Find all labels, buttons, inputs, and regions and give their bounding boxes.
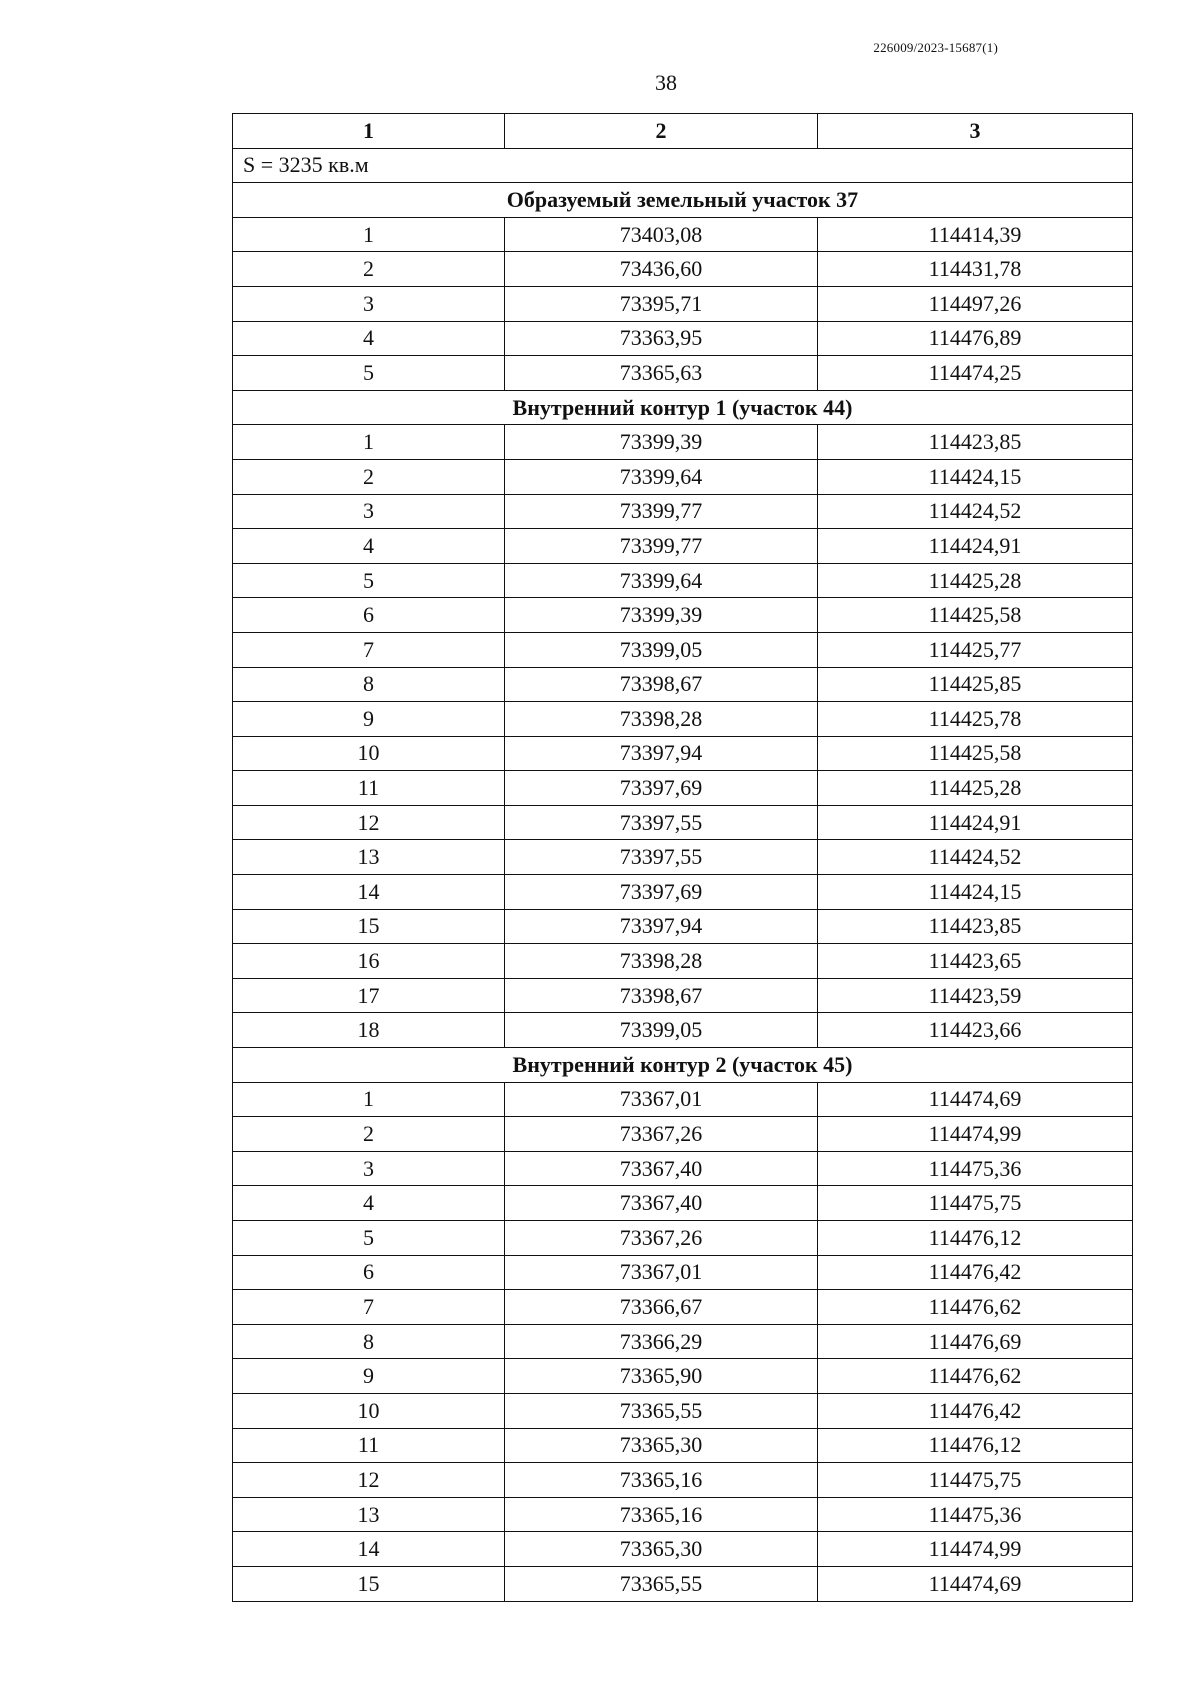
x-coordinate-cell: 73367,01: [505, 1255, 818, 1290]
table-row: [233, 1186, 1133, 1221]
x-coordinate-cell: 73367,40: [505, 1186, 818, 1221]
table-row: [233, 771, 1133, 806]
x-coordinate-cell: 73366,67: [505, 1290, 818, 1325]
x-coordinate-cell: 73365,30: [505, 1428, 818, 1463]
point-number-cell: 9: [233, 1359, 505, 1394]
point-number-cell: 4: [233, 1186, 505, 1221]
y-coordinate-cell: 114474,99: [818, 1117, 1133, 1152]
point-number-cell: 10: [233, 736, 505, 771]
table-row: [233, 736, 1133, 771]
y-coordinate-cell: 114475,75: [818, 1463, 1133, 1498]
section-row: [233, 390, 1133, 425]
section-row: [233, 1048, 1133, 1083]
point-number-cell: 13: [233, 1497, 505, 1532]
table-row: [233, 1359, 1133, 1394]
y-coordinate-cell: 114476,42: [818, 1393, 1133, 1428]
table-row: [233, 1463, 1133, 1498]
point-number-cell: 7: [233, 1290, 505, 1325]
table-row: [233, 805, 1133, 840]
y-coordinate-cell: 114425,78: [818, 702, 1133, 737]
y-coordinate-cell: 114476,89: [818, 321, 1133, 356]
table-row: [233, 1497, 1133, 1532]
table-row: [233, 217, 1133, 252]
table-row: [233, 563, 1133, 598]
x-coordinate-cell: 73367,01: [505, 1082, 818, 1117]
y-coordinate-cell: 114476,12: [818, 1221, 1133, 1256]
point-number-cell: 6: [233, 598, 505, 633]
area-row: [233, 148, 1133, 183]
y-coordinate-cell: 114425,28: [818, 563, 1133, 598]
table-row: [233, 1566, 1133, 1601]
y-coordinate-cell: 114474,25: [818, 356, 1133, 391]
x-coordinate-cell: 73403,08: [505, 217, 818, 252]
point-number-cell: 2: [233, 459, 505, 494]
section-title: Образуемый земельный участок 37: [233, 183, 1133, 218]
x-coordinate-cell: 73397,69: [505, 875, 818, 910]
y-coordinate-cell: 114475,36: [818, 1151, 1133, 1186]
table-row: [233, 1221, 1133, 1256]
point-number-cell: 3: [233, 286, 505, 321]
y-coordinate-cell: 114475,75: [818, 1186, 1133, 1221]
point-number-cell: 10: [233, 1393, 505, 1428]
y-coordinate-cell: 114476,42: [818, 1255, 1133, 1290]
table-body: [233, 114, 1133, 1602]
y-coordinate-cell: 114474,99: [818, 1532, 1133, 1567]
x-coordinate-cell: 73398,28: [505, 702, 818, 737]
table-row: [233, 494, 1133, 529]
point-number-cell: 8: [233, 667, 505, 702]
table-row: [233, 459, 1133, 494]
y-coordinate-cell: 114497,26: [818, 286, 1133, 321]
point-number-cell: 12: [233, 805, 505, 840]
x-coordinate-cell: 73399,64: [505, 563, 818, 598]
y-coordinate-cell: 114424,52: [818, 840, 1133, 875]
x-coordinate-cell: 73398,28: [505, 944, 818, 979]
point-number-cell: 8: [233, 1324, 505, 1359]
point-number-cell: 11: [233, 1428, 505, 1463]
section-title: Внутренний контур 1 (участок 44): [233, 390, 1133, 425]
header-cell-2: 2: [505, 114, 818, 149]
x-coordinate-cell: 73436,60: [505, 252, 818, 287]
point-number-cell: 15: [233, 909, 505, 944]
table-row: [233, 1117, 1133, 1152]
x-coordinate-cell: 73397,69: [505, 771, 818, 806]
y-coordinate-cell: 114424,15: [818, 875, 1133, 910]
x-coordinate-cell: 73399,39: [505, 425, 818, 460]
table-row: [233, 321, 1133, 356]
y-coordinate-cell: 114424,91: [818, 529, 1133, 564]
y-coordinate-cell: 114424,52: [818, 494, 1133, 529]
table-row: [233, 1082, 1133, 1117]
point-number-cell: 4: [233, 529, 505, 564]
table-row: [233, 978, 1133, 1013]
point-number-cell: 9: [233, 702, 505, 737]
table-row: [233, 598, 1133, 633]
x-coordinate-cell: 73397,94: [505, 736, 818, 771]
y-coordinate-cell: 114423,65: [818, 944, 1133, 979]
x-coordinate-cell: 73399,77: [505, 494, 818, 529]
point-number-cell: 1: [233, 425, 505, 460]
section-row: [233, 183, 1133, 218]
table-row: [233, 875, 1133, 910]
table-row: [233, 702, 1133, 737]
point-number-cell: 13: [233, 840, 505, 875]
point-number-cell: 16: [233, 944, 505, 979]
x-coordinate-cell: 73395,71: [505, 286, 818, 321]
y-coordinate-cell: 114425,85: [818, 667, 1133, 702]
point-number-cell: 18: [233, 1013, 505, 1048]
table-row: [233, 1151, 1133, 1186]
point-number-cell: 2: [233, 1117, 505, 1152]
document-number: 226009/2023-15687(1): [873, 40, 998, 55]
y-coordinate-cell: 114425,77: [818, 632, 1133, 667]
table-row: [233, 840, 1133, 875]
table-row: [233, 529, 1133, 564]
x-coordinate-cell: 73365,16: [505, 1463, 818, 1498]
y-coordinate-cell: 114424,91: [818, 805, 1133, 840]
x-coordinate-cell: 73365,55: [505, 1566, 818, 1601]
table-row: [233, 356, 1133, 391]
point-number-cell: 5: [233, 563, 505, 598]
point-number-cell: 14: [233, 1532, 505, 1567]
point-number-cell: 3: [233, 1151, 505, 1186]
table-row: [233, 425, 1133, 460]
y-coordinate-cell: 114423,85: [818, 425, 1133, 460]
table-row: [233, 252, 1133, 287]
y-coordinate-cell: 114423,59: [818, 978, 1133, 1013]
point-number-cell: 5: [233, 356, 505, 391]
point-number-cell: 11: [233, 771, 505, 806]
y-coordinate-cell: 114425,58: [818, 736, 1133, 771]
x-coordinate-cell: 73399,64: [505, 459, 818, 494]
y-coordinate-cell: 114423,85: [818, 909, 1133, 944]
y-coordinate-cell: 114474,69: [818, 1082, 1133, 1117]
y-coordinate-cell: 114476,12: [818, 1428, 1133, 1463]
table-row: [233, 1013, 1133, 1048]
point-number-cell: 7: [233, 632, 505, 667]
x-coordinate-cell: 73397,55: [505, 840, 818, 875]
table-row: [233, 667, 1133, 702]
y-coordinate-cell: 114476,69: [818, 1324, 1133, 1359]
point-number-cell: 1: [233, 1082, 505, 1117]
point-number-cell: 3: [233, 494, 505, 529]
area-cell: S = 3235 кв.м: [233, 148, 1133, 183]
x-coordinate-cell: 73366,29: [505, 1324, 818, 1359]
table-row: [233, 632, 1133, 667]
point-number-cell: 14: [233, 875, 505, 910]
x-coordinate-cell: 73397,55: [505, 805, 818, 840]
y-coordinate-cell: 114425,28: [818, 771, 1133, 806]
x-coordinate-cell: 73399,39: [505, 598, 818, 633]
x-coordinate-cell: 73363,95: [505, 321, 818, 356]
table-header-row: [233, 114, 1133, 149]
page-number: 38: [655, 70, 677, 95]
point-number-cell: 17: [233, 978, 505, 1013]
y-coordinate-cell: 114414,39: [818, 217, 1133, 252]
point-number-cell: 1: [233, 217, 505, 252]
table-row: [233, 286, 1133, 321]
point-number-cell: 5: [233, 1221, 505, 1256]
x-coordinate-cell: 73367,26: [505, 1221, 818, 1256]
x-coordinate-cell: 73365,90: [505, 1359, 818, 1394]
y-coordinate-cell: 114474,69: [818, 1566, 1133, 1601]
header-cell-3: 3: [818, 114, 1133, 149]
table-row: [233, 1393, 1133, 1428]
point-number-cell: 2: [233, 252, 505, 287]
table-row: [233, 1255, 1133, 1290]
x-coordinate-cell: 73367,26: [505, 1117, 818, 1152]
x-coordinate-cell: 73399,05: [505, 1013, 818, 1048]
x-coordinate-cell: 73398,67: [505, 667, 818, 702]
x-coordinate-cell: 73367,40: [505, 1151, 818, 1186]
point-number-cell: 12: [233, 1463, 505, 1498]
x-coordinate-cell: 73365,63: [505, 356, 818, 391]
section-title: Внутренний контур 2 (участок 45): [233, 1048, 1133, 1083]
x-coordinate-cell: 73398,67: [505, 978, 818, 1013]
header-cell-1: 1: [233, 114, 505, 149]
x-coordinate-cell: 73365,16: [505, 1497, 818, 1532]
y-coordinate-cell: 114431,78: [818, 252, 1133, 287]
x-coordinate-cell: 73365,30: [505, 1532, 818, 1567]
table-row: [233, 1324, 1133, 1359]
point-number-cell: 6: [233, 1255, 505, 1290]
x-coordinate-cell: 73399,77: [505, 529, 818, 564]
y-coordinate-cell: 114476,62: [818, 1290, 1133, 1325]
point-number-cell: 4: [233, 321, 505, 356]
y-coordinate-cell: 114424,15: [818, 459, 1133, 494]
x-coordinate-cell: 73397,94: [505, 909, 818, 944]
y-coordinate-cell: 114423,66: [818, 1013, 1133, 1048]
table-row: [233, 1532, 1133, 1567]
table-row: [233, 1428, 1133, 1463]
coordinates-table: [232, 113, 1133, 1602]
table-row: [233, 944, 1133, 979]
y-coordinate-cell: 114476,62: [818, 1359, 1133, 1394]
table-row: [233, 1290, 1133, 1325]
x-coordinate-cell: 73399,05: [505, 632, 818, 667]
y-coordinate-cell: 114425,58: [818, 598, 1133, 633]
y-coordinate-cell: 114475,36: [818, 1497, 1133, 1532]
point-number-cell: 15: [233, 1566, 505, 1601]
table-row: [233, 909, 1133, 944]
x-coordinate-cell: 73365,55: [505, 1393, 818, 1428]
